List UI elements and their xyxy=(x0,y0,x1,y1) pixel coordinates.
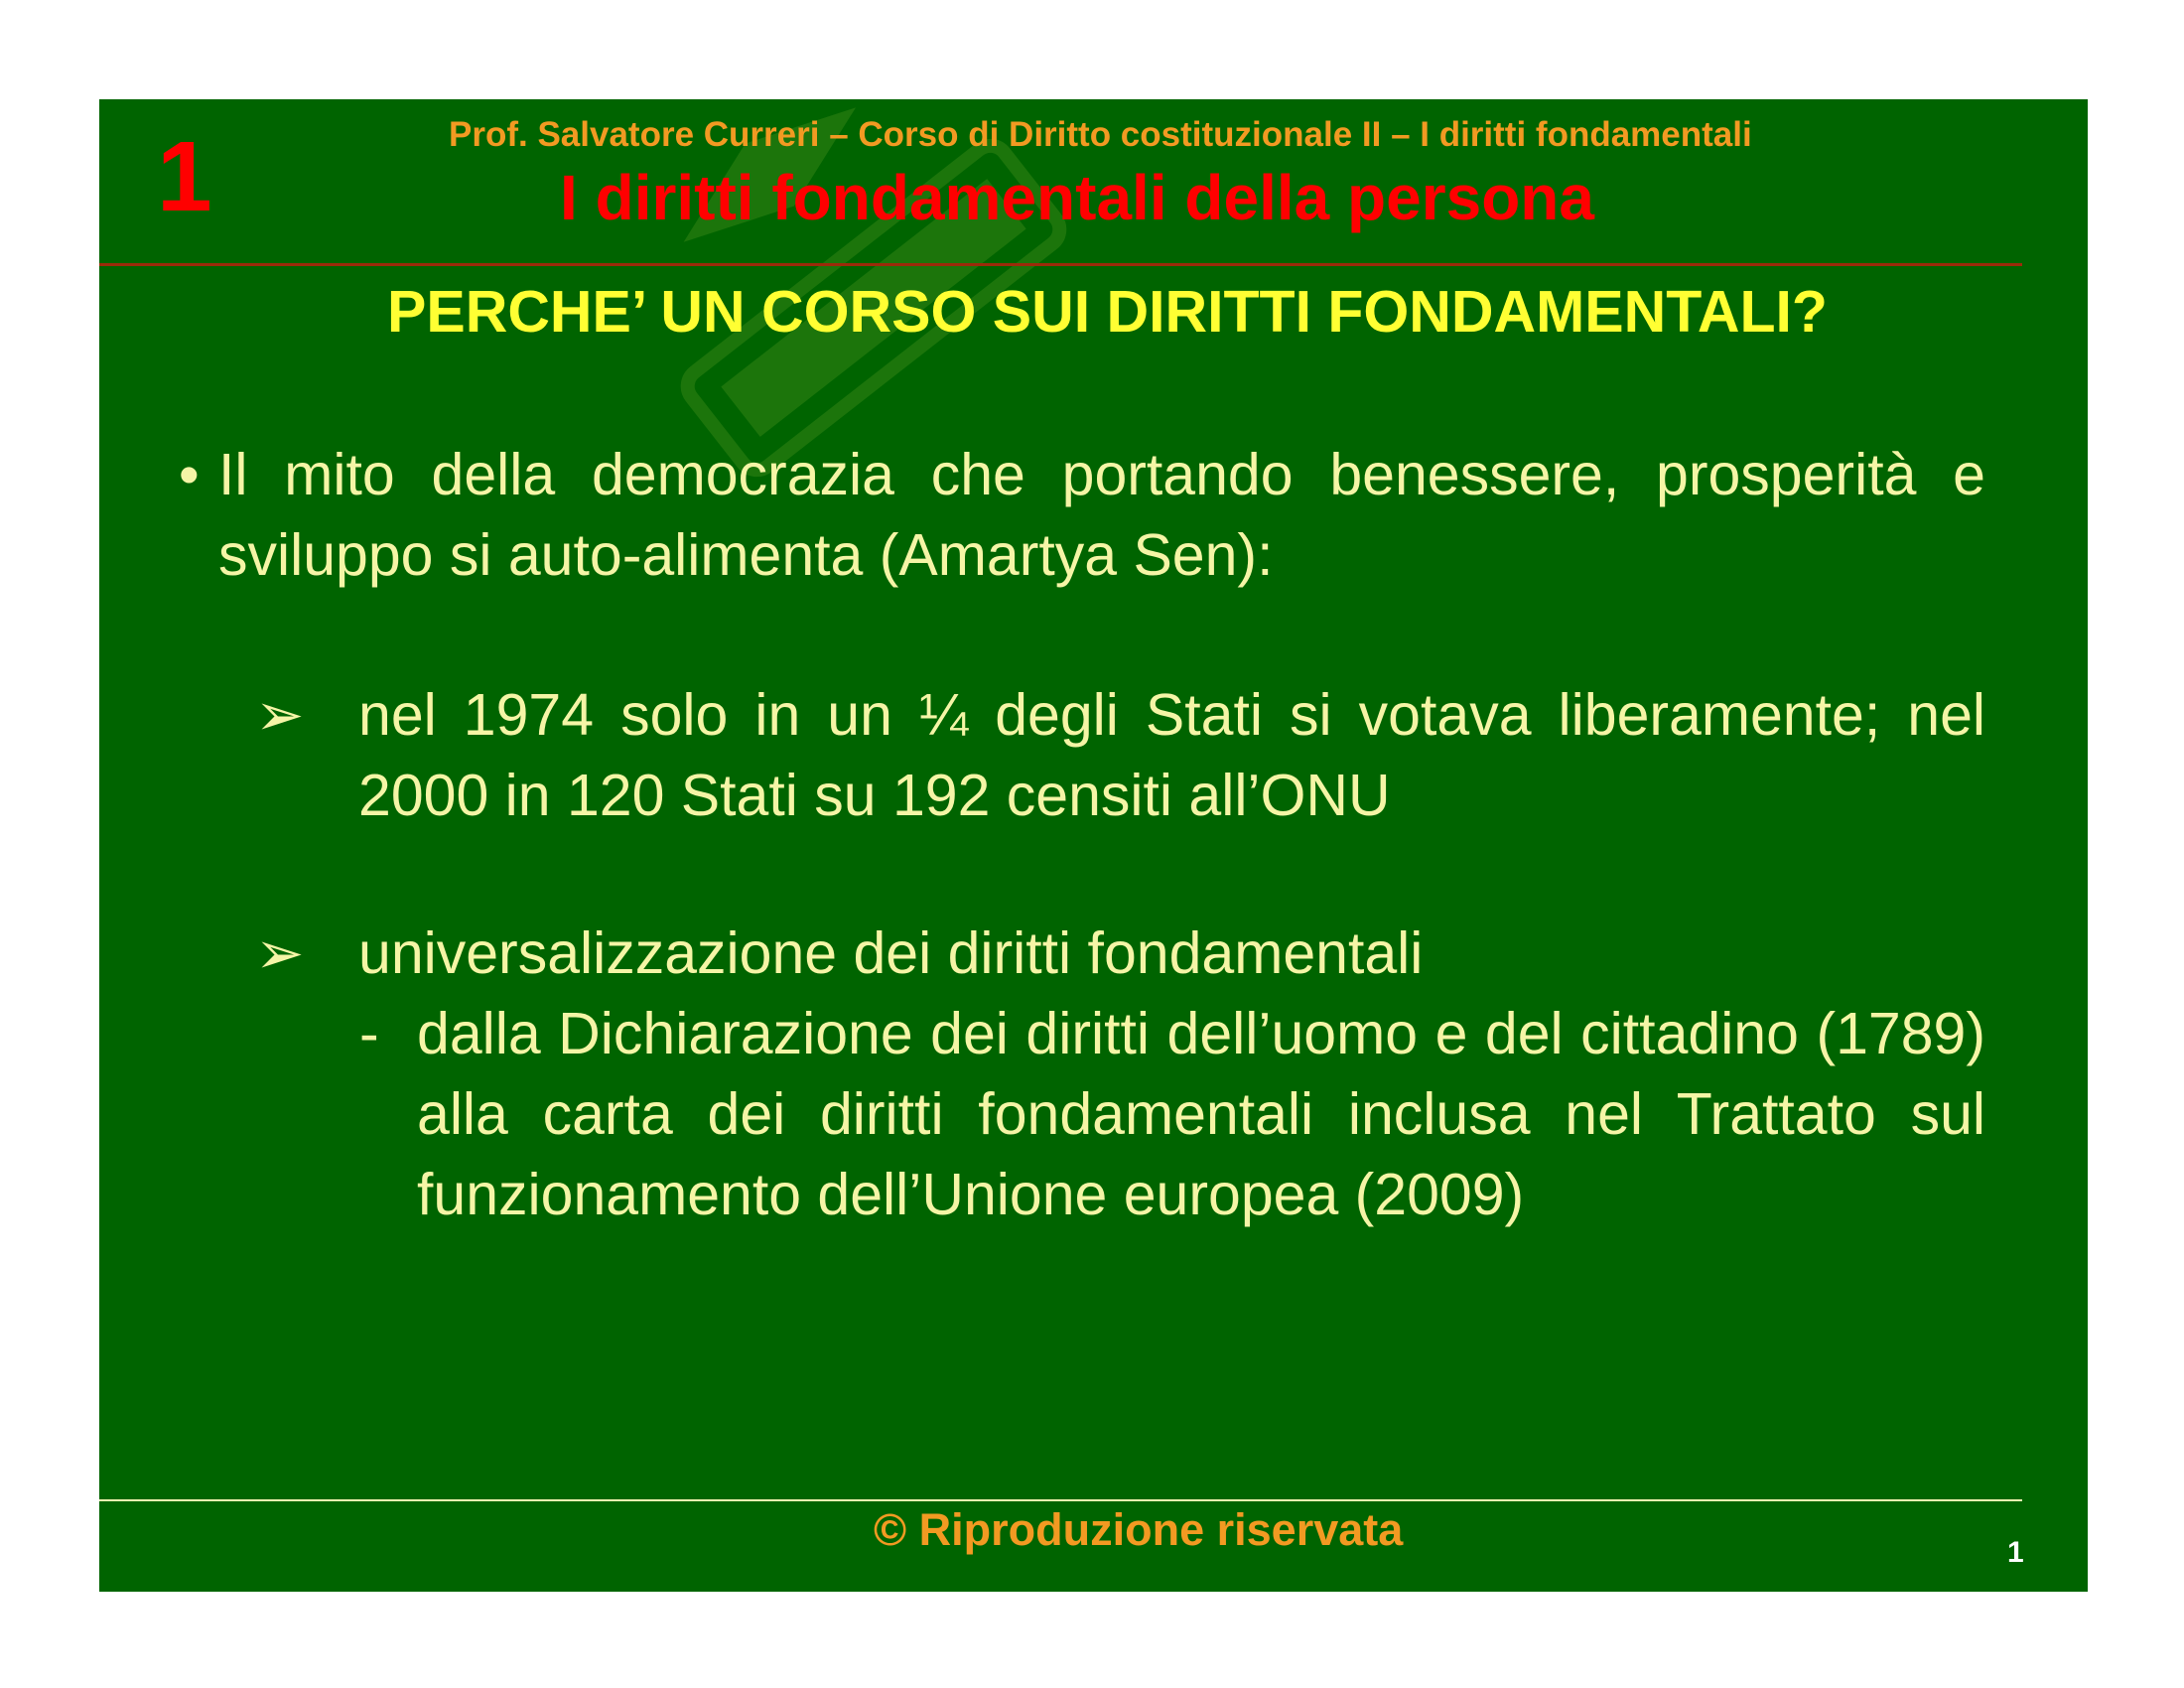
slide xyxy=(99,99,2088,1592)
bullet-text: Il mito della democrazia che portando benessere, prosperità e sviluppo si auto-alimenta (Amartya Sen): xyxy=(218,442,1985,588)
copyright-footer: © Riproduzione riservata xyxy=(874,1504,1404,1555)
sub-item-1-text: nel 1974 solo in un ¼ degli Stati si votava liberamente; nel 2000 in 120 Stati su 192 censiti all’ONU xyxy=(358,682,1985,828)
sub-item-2 xyxy=(255,914,1985,994)
bullet-marker: • xyxy=(179,442,200,507)
slide-title: I diritti fondamentali della persona xyxy=(560,162,1594,233)
bullet-item xyxy=(179,435,1985,596)
page-number: 1 xyxy=(2007,1536,2024,1569)
slide-number-large: 1 xyxy=(157,121,212,232)
sub-item-2-text: universalizzazione dei diritti fondamentali xyxy=(358,920,1424,986)
arrow-bullet-icon: ➢ xyxy=(255,682,305,748)
course-header: Prof. Salvatore Curreri – Corso di Diritto costituzionale II – I diritti fondamentali xyxy=(449,115,1752,154)
slide-subtitle: PERCHE’ UN CORSO SUI DIRITTI FONDAMENTALI? xyxy=(387,279,1828,345)
sub-item-1 xyxy=(255,675,1985,836)
footer-divider xyxy=(99,1499,2022,1501)
dash-marker: - xyxy=(359,1001,379,1066)
sub-item-3-text: dalla Dichiarazione dei diritti dell’uomo e del cittadino (1789) alla carta dei diritti fondamentali inclusa nel Trattato sul funzionamento dell’Unione europea (2009) xyxy=(417,1001,1985,1227)
arrow-bullet-icon: ➢ xyxy=(255,920,305,986)
header-divider xyxy=(99,263,2022,266)
sub-item-3 xyxy=(255,994,1985,1235)
